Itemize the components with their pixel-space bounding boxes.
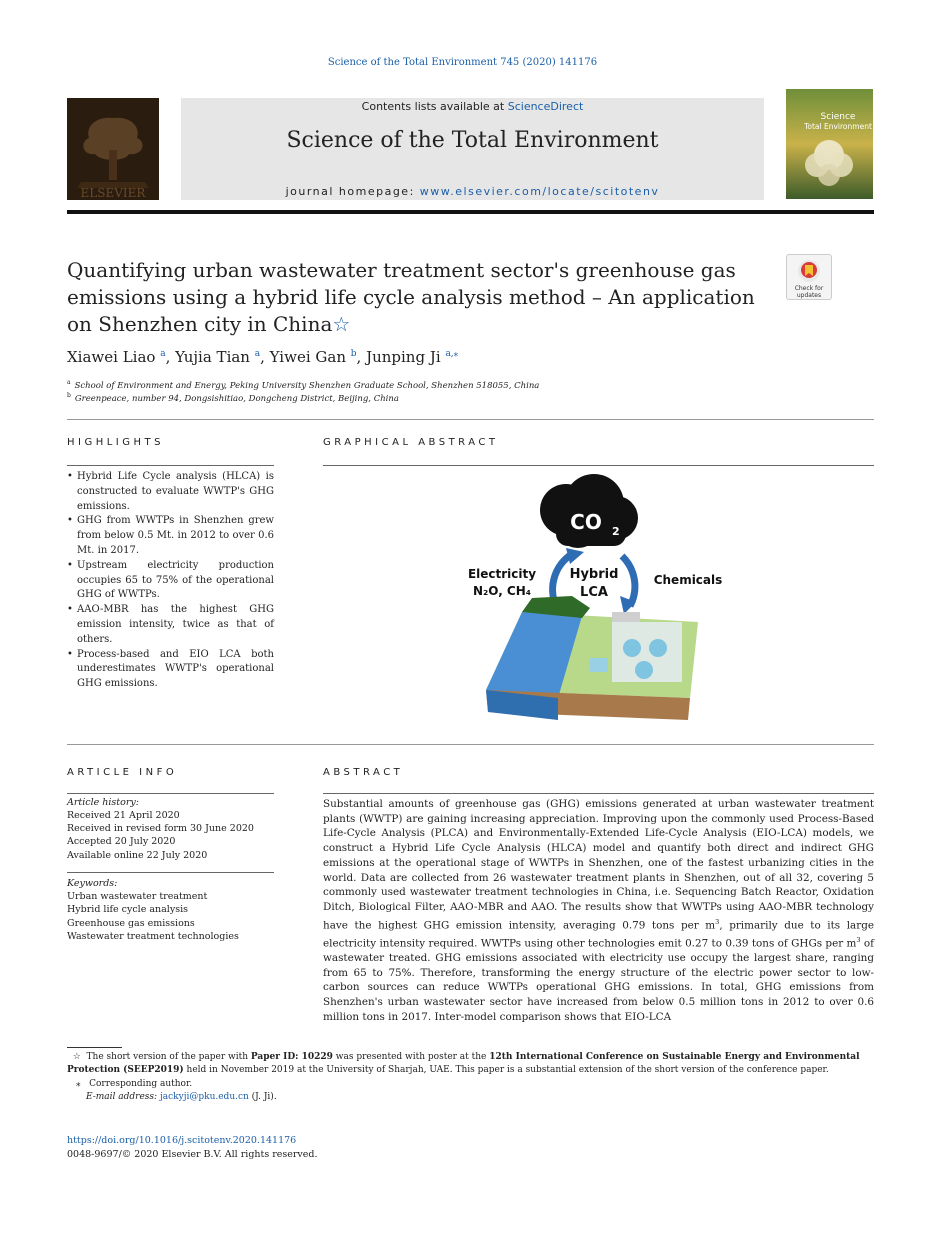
- affiliation-a: [67, 379, 539, 391]
- highlight-item: • GHG from WWTPs in Shenzhen grew from below 0.5 Mt. in 2012 to over 0.6 Mt. in 2017.: [67, 514, 274, 558]
- affiliation-text: Greenpeace, number 94, Dongsishitiao, Dongcheng District, Beijing, China: [74, 393, 399, 404]
- article-info-rule: [67, 793, 274, 794]
- chemicals-label: Chemicals: [653, 573, 723, 587]
- keywords-label: Keywords:: [67, 878, 118, 889]
- abstract-superscript: 3: [856, 935, 861, 944]
- author-separator: ,: [165, 348, 176, 366]
- elsevier-logo: [67, 98, 159, 200]
- paper-title: [67, 257, 767, 338]
- contents-availability: [181, 100, 764, 113]
- author-list: [67, 348, 458, 366]
- homepage-link[interactable]: www.elsevier.com/locate/scitotenv: [419, 185, 660, 198]
- history-online: Available online 22 July 2020: [67, 850, 208, 861]
- graphical-abstract-rule: [323, 465, 874, 466]
- journal-title: Science of the Total Environment: [286, 128, 659, 153]
- elsevier-wordmark: ELSEVIER: [80, 186, 146, 200]
- abstract-part: of wastewater treated. GHG emissions associated with electricity use occupy the largest share, ranging from 65 to 75%. Therefore, transforming the energy structure of the electric power sector to low-carbon sources can reduce WWTPs operational GHG emissions. In total, GHG emissions from Shenzhen's urban wastewater sector have increased from below 0.5 million tons in 2012 to over 0.6 million tons in 2017. Inter-model comparison shows that EIO-LCA: [323, 937, 874, 1023]
- history-received: Received 21 April 2020: [67, 810, 180, 821]
- footnote-text: was presented with poster at the: [332, 1052, 490, 1062]
- journal-cover[interactable]: [786, 89, 873, 199]
- affiliation-b: [67, 392, 399, 404]
- author-name[interactable]: Xiawei Liao: [67, 348, 156, 366]
- highlights-rule: [67, 465, 274, 466]
- author-name[interactable]: Junping Ji: [366, 348, 441, 366]
- affiliation-key: a: [67, 379, 71, 386]
- abstract-part: , primarily due to its large electricity intensity required. WWTPs using other technologies emit 0.27 to 0.39 tons of GHGs per m: [323, 919, 874, 950]
- footnote-text: held in November 2019 at the University of Sharjah, UAE. This paper is a substantial extension of the short version of the conference paper.: [183, 1065, 829, 1076]
- abstract-superscript: 3: [715, 917, 720, 926]
- homepage-prefix: journal homepage:: [285, 185, 420, 198]
- highlight-item: • Hybrid Life Cycle analysis (HLCA) is constructed to evaluate WWTP's GHG emissions.: [67, 470, 274, 514]
- author-name[interactable]: Yiwei Gan: [269, 348, 346, 366]
- section-divider: [67, 744, 874, 745]
- lca-label: LCA: [580, 585, 608, 600]
- graphical-abstract-figure[interactable]: [462, 472, 736, 728]
- affiliation-key: b: [67, 392, 71, 399]
- email-label: E-mail address:: [86, 1092, 160, 1102]
- history-accepted: Accepted 20 July 2020: [67, 836, 176, 847]
- author-affiliation-mark[interactable]: a: [254, 349, 261, 359]
- email-footnote: [86, 1091, 893, 1104]
- journal-citation[interactable]: Science of the Total Environment 745 (2020) 141176: [327, 57, 598, 68]
- highlight-item: • Upstream electricity production occupies 65 to 75% of the operational GHG of WWTPs.: [67, 559, 274, 603]
- check-updates-line2: updates: [796, 292, 822, 299]
- abstract-rule: [323, 793, 874, 794]
- author-name[interactable]: Yujia Tian: [175, 348, 250, 366]
- co2-cloud-icon: [540, 474, 638, 548]
- doi-link[interactable]: https://doi.org/10.1016/j.scitotenv.2020.141176: [67, 1135, 297, 1146]
- footnote-conference: 12th International Conference on Sustainable Energy and Environmental Protection (SEEP2019): [67, 1052, 860, 1076]
- hybrid-label: Hybrid: [569, 567, 619, 582]
- author-separator: ,: [356, 348, 367, 366]
- title-footnote-mark[interactable]: ☆: [332, 312, 351, 336]
- check-updates-icon: [797, 259, 821, 283]
- author-affiliation-mark[interactable]: a: [160, 349, 166, 359]
- arrow-head-icon: [566, 548, 584, 564]
- email-suffix: (J. Ji).: [248, 1092, 277, 1102]
- co2-subscript: 2: [612, 525, 620, 538]
- electricity-label: Electricity: [467, 567, 537, 581]
- check-for-updates-button[interactable]: [786, 254, 832, 300]
- paper-title-text: Quantifying urban wastewater treatment sector's greenhouse gas emissions using a hybrid life cycle analysis method – An application on Shenzhen city in China: [67, 258, 755, 336]
- conference-footnote: [67, 1051, 874, 1078]
- cover-title-line2: Total Environment: [804, 122, 872, 131]
- graphical-abstract-heading: GRAPHICAL ABSTRACT: [323, 437, 499, 448]
- keyword-item: Greenhouse gas emissions: [67, 918, 195, 929]
- co2-label: CO: [570, 510, 602, 534]
- author-affiliation-mark[interactable]: b: [350, 349, 357, 359]
- author-affiliation-mark[interactable]: a,⁎: [445, 349, 459, 359]
- keywords-rule: [67, 872, 274, 873]
- keyword-item: Urban wastewater treatment: [67, 891, 208, 902]
- journal-homepage: [181, 185, 764, 198]
- article-info-heading: ARTICLE INFO: [67, 767, 178, 778]
- wastewater-plant-illustration: [486, 596, 698, 720]
- abstract-part: Substantial amounts of greenhouse gas (GHG) emissions generated at urban wastewater treatment plants (WWTP) are gaining increasing appreciation. Improving upon the commonly used Process-Based Life-Cycle Analysis (PLCA) and Environmentally-Extended Life-Cycle Analysis (EIO-LCA) models, we construct a Hybrid Life Cycle Analysis (HLCA) model and quantify both direct and indirect GHG emissions at the operational stage of WWTPs in Shenzhen, one of the fastest urbanizing cities in the world. Data are collected from 26 wastewater treatment plants in Shenzhen, out of all 32, covering 5 commonly used wastewater treatment technologies in China, i.e. Sequencing Batch Reactor, Oxidation Ditch, Biological Filter, AAO-MBR and AAO. The results show that WWTPs using AAO-MBR technology have the highest GHG emission intensity, averaging 0.79 tons per m: [323, 798, 874, 932]
- sciencedirect-link[interactable]: ScienceDirect: [507, 100, 584, 113]
- history-label: Article history:: [67, 797, 139, 808]
- footnote-star-mark: ☆: [72, 1052, 81, 1062]
- corresponding-text: Corresponding author.: [89, 1079, 193, 1089]
- highlights-heading: HIGHLIGHTS: [67, 437, 164, 448]
- corresponding-footnote: [76, 1078, 883, 1091]
- history-revised: Received in revised form 30 June 2020: [67, 823, 254, 834]
- footnote-corr-mark: ⁎: [76, 1079, 81, 1089]
- footnote-paper-id: Paper ID: 10229: [250, 1052, 333, 1062]
- footnote-rule: [67, 1047, 122, 1048]
- highlight-item: • AAO-MBR has the highest GHG emission intensity, twice as that of others.: [67, 603, 274, 647]
- check-updates-line1: Check for: [794, 285, 824, 292]
- email-link[interactable]: jackyji@pku.edu.cn: [159, 1092, 249, 1102]
- author-separator: ,: [260, 348, 270, 366]
- keyword-item: Hybrid life cycle analysis: [67, 904, 188, 915]
- abstract-heading: ABSTRACT: [323, 767, 404, 778]
- header-divider: [67, 210, 874, 214]
- highlight-item: • Process-based and EIO LCA both underestimates WWTP's operational GHG emissions.: [67, 648, 274, 692]
- n2o-ch4-label: N₂O, CH₄: [472, 584, 532, 598]
- footnote-text: The short version of the paper with: [86, 1052, 251, 1062]
- section-divider: [67, 419, 874, 420]
- keyword-item: Wastewater treatment technologies: [67, 931, 239, 942]
- affiliation-text: School of Environment and Energy, Peking University Shenzhen Graduate School, Shenzhen 518055, China: [74, 380, 540, 391]
- contents-prefix: Contents lists available at: [361, 100, 508, 113]
- cover-title-line1: Science: [820, 112, 856, 122]
- abstract-text: [323, 797, 874, 1023]
- copyright-line: 0048-9697/© 2020 Elsevier B.V. All rights reserved.: [67, 1149, 318, 1160]
- highlights-list: [67, 470, 274, 692]
